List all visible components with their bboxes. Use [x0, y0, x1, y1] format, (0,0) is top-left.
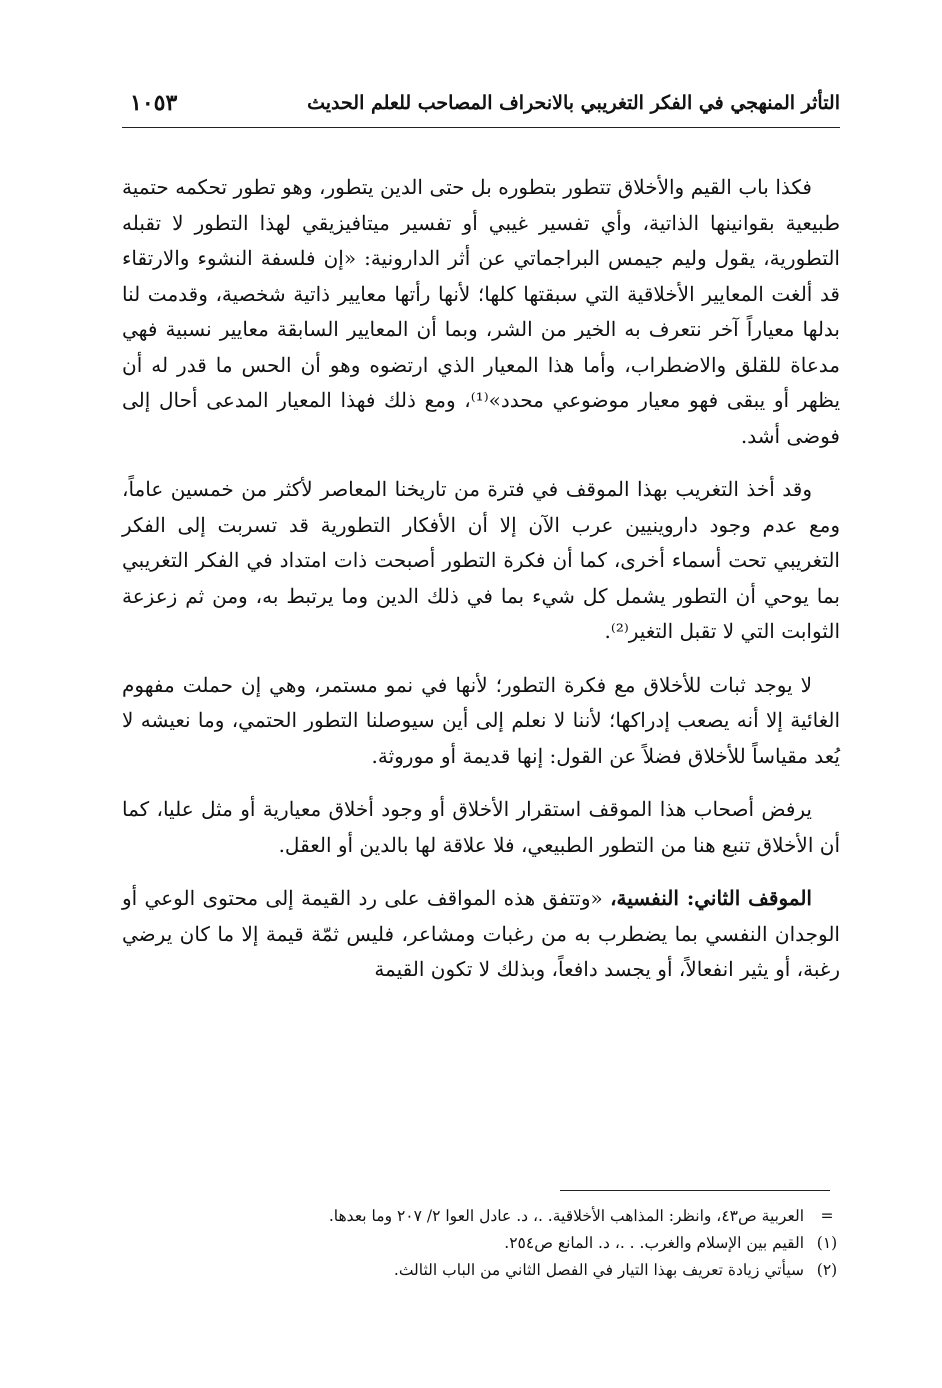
- footnote-text: العربية ص٤٣، وانظر: المذاهب الأخلاقية. .، د. عادل العوا ٢/ ٢٠٧ وما بعدها.: [328, 1207, 804, 1225]
- footnote-text: القيم بين الإسلام والغرب. . .، د. المانع ص٢٥٤.: [504, 1234, 804, 1252]
- footnote-item: [122, 1257, 840, 1284]
- footnote-item: [122, 1230, 840, 1257]
- footnote-mark: (١): [816, 1234, 838, 1252]
- main-text: [122, 170, 840, 1006]
- footnote-mark: =: [820, 1207, 834, 1225]
- footnotes: [122, 1203, 840, 1284]
- header-divider: [122, 127, 840, 128]
- section-lead: الموقف الثاني: النفسية،: [610, 886, 812, 910]
- paragraph-4: يرفض أصحاب هذا الموقف استقرار الأخلاق أو وجود أخلاق معيارية أو مثل عليا، كما أن الأخلاق تنبع هنا من التطور الطبيعي، فلا علاقة لها بالدين أو العقل.: [122, 797, 840, 857]
- paragraph-5: [122, 881, 840, 988]
- header-title: التأثر المنهجي في الفكر التغريبي بالانحراف المصاحب للعلم الحديث: [307, 92, 840, 114]
- paragraph-1: فكذا باب القيم والأخلاق تتطور بتطوره بل حتى الدين يتطور، وهو تطور تحكمه حتمية طبيعية بقوانينها الذاتية، وأي تفسير غيبي أو تفسير ميتافيزيقي لهذا التطور لا تقبله التطورية، يقول وليم جيمس البراجماتي عن أثر الدارونية: «إن فلسفة النشوء والارتقاء قد ألغت المعايير الأخلاقية التي سبقتها كلها؛ لأنها رأتها معايير ذاتية شخصية، وقدمت لنا بدلها معياراً آخر نتعرف به الخير من الشر، وبما أن المعايير السابقة معايير نسبية فهي مدعاة للقلق والاضطراب، وأما هذا المعيار الذي ارتضوه وهو أن الحس ما قدر له أن يظهر أو يبقى فهو معيار موضوعي محدد»⁽¹⁾، ومع ذلك فهذا المعيار المدعى أحال إلى فوضى أشد.: [122, 175, 841, 448]
- footnote-mark: (٢): [816, 1261, 838, 1279]
- footnote-text: سيأتي زيادة تعريف بهذا التيار في الفصل الثاني من الباب الثالث.: [393, 1261, 804, 1279]
- running-header: [122, 86, 840, 130]
- paragraph-3: لا يوجد ثبات للأخلاق مع فكرة التطور؛ لأنها في نمو مستمر، وهي إن حملت مفهوم الغائية إلا أنه يصعب إدراكها؛ لأننا لا نعلم إلى أين سيوصلنا التطور الحتمي، وما نعيشه لا يُعد مقياساً للأخلاق فضلاً عن القول: إنها قديمة أو موروثة.: [122, 672, 840, 768]
- footnote-divider: [560, 1190, 830, 1191]
- paragraph-2: وقد أخذ التغريب بهذا الموقف في فترة من تاريخنا المعاصر لأكثر من خمسين عاماً، ومع عدم وجود داروينيين عرب الآن إلا أن الأفكار التطورية قد تسربت إلى الفكر التغريبي تحت أسماء أخرى، كما أن فكرة التطور أصبحت ذات امتداد في الفكر التغريبي بما يوحي أن التطور يشمل كل شيء بما في ذلك الدين وما يرتبط به، ومن ثم زعزعة الثوابت التي لا تقبل التغير⁽²⁾.: [122, 477, 840, 643]
- paragraph-5-text: «وتتفق هذه المواقف على رد القيمة إلى محتوى الوعي أو الوجدان النفسي بما يضطرب به من رغبات ومشاعر، فليس ثمّة قيمة إلا ما كان يرضي رغبة، أو يثير انفعالاً، أو يجسد دافعاً، وبذلك لا تكون القيمة: [122, 886, 840, 981]
- footnote-item: [122, 1203, 840, 1230]
- page-number: ١٠٥٣: [130, 90, 178, 116]
